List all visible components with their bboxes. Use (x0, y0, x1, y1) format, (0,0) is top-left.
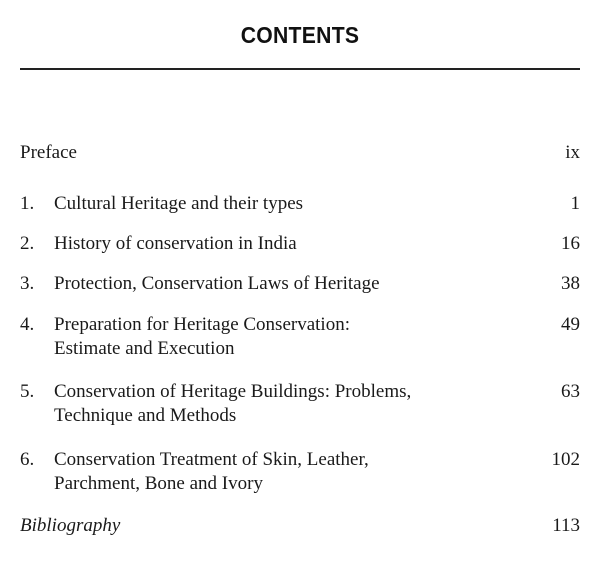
toc-entry-page: 38 (561, 273, 580, 294)
toc-entry-number: 1. (20, 193, 35, 214)
toc-entry-title-line-1: Conservation Treatment of Skin, Leather, (54, 449, 369, 470)
toc-entry-page: 113 (552, 515, 580, 536)
toc-entry-page: 63 (561, 381, 580, 402)
toc-entry-number: 2. (20, 233, 35, 254)
toc-entry-title: Protection, Conservation Laws of Heritage (54, 273, 380, 294)
toc-entry-title-line-1: Conservation of Heritage Buildings: Problems, (54, 381, 412, 402)
toc-entry-number: 4. (20, 314, 35, 335)
toc-entry-number: 5. (20, 381, 35, 402)
toc-entry-page: ix (565, 142, 580, 163)
toc-entry-title: Bibliography (20, 515, 121, 536)
toc-entry-number: 3. (20, 273, 35, 294)
toc-entry-title-line-2: Technique and Methods (54, 405, 237, 426)
toc-entry-title-line-2: Parchment, Bone and Ivory (54, 473, 263, 494)
toc-entry-page: 16 (561, 233, 580, 254)
toc-entry-title: Cultural Heritage and their types (54, 193, 304, 214)
toc-entry-title-line-1: Preparation for Heritage Conservation: (54, 314, 350, 335)
toc-entry-page: 49 (561, 314, 580, 335)
toc-entry-title (54, 313, 494, 361)
toc-entry-title-line-2: Estimate and Execution (54, 338, 235, 359)
toc-entry-page: 1 (570, 193, 580, 214)
heading-divider (20, 68, 580, 70)
toc-entry-title (54, 380, 494, 428)
toc-entry-number: 6. (20, 449, 35, 470)
toc-entry-title (54, 448, 494, 496)
toc-entry-title: Preface (20, 142, 77, 163)
toc-entry-page: 102 (551, 449, 580, 470)
page-title: CONTENTS (240, 22, 360, 48)
toc-entry-title: History of conservation in India (54, 233, 297, 254)
